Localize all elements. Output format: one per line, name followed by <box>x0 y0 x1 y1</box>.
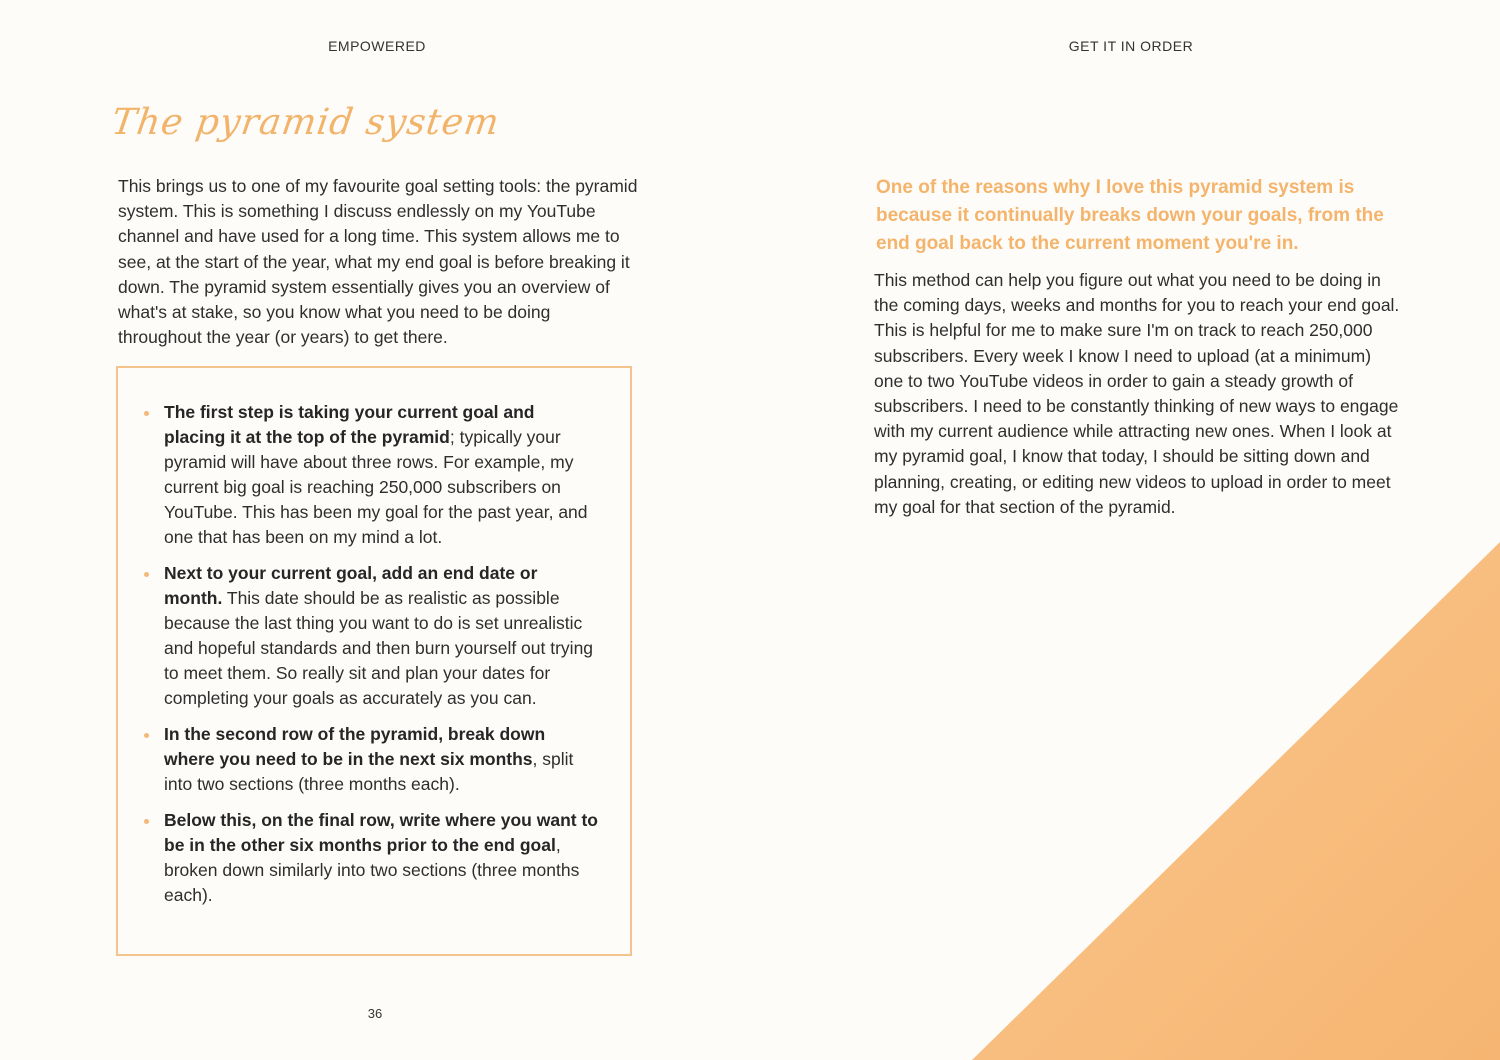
bullet-text: , broken down similarly into two sections (three months each). <box>164 835 580 905</box>
pull-quote: One of the reasons why I love this pyramid system is because it continually breaks down your goals, from the end goal back to the current moment you're in. <box>876 177 1384 254</box>
bullet-dot-icon <box>144 733 149 738</box>
section-title: The pyramid system <box>109 102 503 143</box>
decorative-triangle <box>972 542 1500 1060</box>
steps-box <box>116 366 632 956</box>
running-head-left: EMPOWERED <box>328 38 426 54</box>
list-item <box>118 561 630 711</box>
bullet-text: This date should be as realistic as possible because the last thing you want to do is set unrealistic and hopeful standards and then burn yourself out trying to meet them. So really sit and plan your dates for completing your goals as accurately as you can. <box>164 588 594 708</box>
bullet-text: ; typically your pyramid will have about three rows. For example, my current big goal is reaching 250,000 subscribers on YouTube. This has been my goal for the past year, and one that has been on my mind a lot. <box>164 427 588 547</box>
bullet-bold-text: Next to your current goal, add an end date or month. <box>164 563 538 608</box>
bullet-bold-text: The first step is taking your current goal and placing it at the top of the pyramid <box>164 402 535 447</box>
list-item <box>118 722 630 797</box>
bullet-text: , split into two sections (three months each). <box>164 749 574 794</box>
right-page <box>750 0 1500 1060</box>
list-item <box>118 808 630 908</box>
bullet-dot-icon <box>144 411 149 416</box>
page-number: 36 <box>367 1006 383 1021</box>
running-head-right: GET IT IN ORDER <box>1068 38 1194 54</box>
bullet-bold-text: Below this, on the final row, write where you want to be in the other six months prior to the end goal <box>164 810 598 855</box>
bullet-dot-icon <box>144 572 149 577</box>
steps-list <box>118 400 630 919</box>
intro-paragraph: This brings us to one of my favourite goal setting tools: the pyramid system. This is something I discuss endlessly on my YouTube channel and have used for a long time. This system allows me to see, at the start of the year, what my end goal is before breaking it down. The pyramid system essentially gives you an overview of what's at stake, so you know what you need to be doing throughout the year (or years) to get there. <box>118 176 638 348</box>
bullet-bold-text: In the second row of the pyramid, break down where you need to be in the next six months <box>164 724 546 769</box>
body-paragraph: This method can help you figure out what you need to be doing in the coming days, weeks and months for you to reach your end goal. This is helpful for me to make sure I'm on track to reach 250,000 subscribers. Every week I know I need to upload (at a minimum) one to two YouTube videos in order to gain a steady growth of subscribers. I need to be constantly thinking of new ways to engage with my current audience while attracting new ones. When I look at my pyramid goal, I know that today, I should be sitting down and planning, creating, or editing new videos to upload in order to meet my goal for that section of the pyramid. <box>874 270 1400 517</box>
bullet-dot-icon <box>144 819 149 824</box>
list-item <box>118 400 630 550</box>
